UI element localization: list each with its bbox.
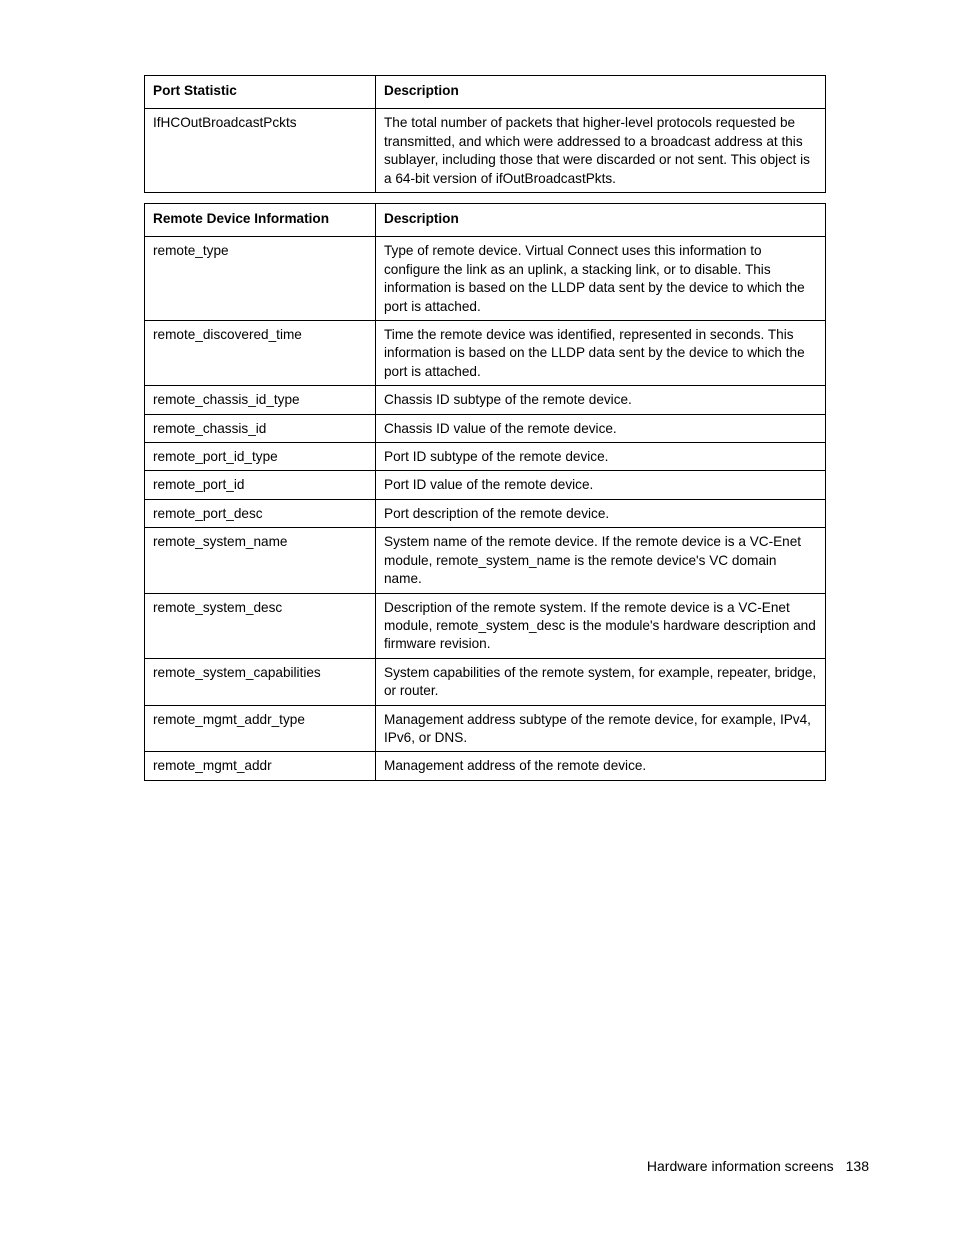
description-cell: Port ID value of the remote device. [376,471,826,499]
table-row [145,752,826,780]
description-cell: Management address subtype of the remote device, for example, IPv4, IPv6, or DNS. [376,705,826,752]
column-header: Description [376,204,826,237]
footer-section-title: Hardware information screens [646,1158,834,1174]
field-name-cell: remote_chassis_id_type [145,386,376,414]
table-row [145,658,826,705]
description-cell: Description of the remote system. If the remote device is a VC-Enet module, remote_system_desc is the module's hardware description and firmware revision. [376,593,826,658]
page-number: 138 [845,1158,869,1174]
table-row [145,109,826,193]
description-cell: Port description of the remote device. [376,499,826,527]
description-cell: Management address of the remote device. [376,752,826,780]
table-row [145,321,826,386]
table-row [145,528,826,593]
field-name-cell: remote_port_desc [145,499,376,527]
remote-device-information-table [144,203,826,781]
table-row [145,471,826,499]
description-cell: Time the remote device was identified, represented in seconds. This information is based on the LLDP data sent by the device to which the port is attached. [376,321,826,386]
field-name-cell: remote_system_desc [145,593,376,658]
description-cell: System capabilities of the remote system, for example, repeater, bridge, or router. [376,658,826,705]
table-row [145,705,826,752]
field-name-cell: remote_system_name [145,528,376,593]
table-row [145,386,826,414]
table-header-row [145,204,826,237]
field-name-cell: remote_discovered_time [145,321,376,386]
description-cell: Type of remote device. Virtual Connect uses this information to configure the link as an uplink, a stacking link, or to disable. This information is based on the LLDP data sent by the device to which the port is attached. [376,237,826,321]
description-cell: The total number of packets that higher-level protocols requested be transmitted, and which were addressed to a broadcast address at this sublayer, including those that were discarded or not sent. This object is a 64-bit version of ifOutBroadcastPkts. [376,109,826,193]
description-cell: Chassis ID subtype of the remote device. [376,386,826,414]
table-row [145,443,826,471]
column-header: Port Statistic [145,76,376,109]
column-header: Description [376,76,826,109]
description-cell: Port ID subtype of the remote device. [376,443,826,471]
table-row [145,237,826,321]
field-name-cell: remote_type [145,237,376,321]
field-name-cell: remote_port_id [145,471,376,499]
column-header: Remote Device Information [145,204,376,237]
table-row [145,593,826,658]
description-cell: Chassis ID value of the remote device. [376,414,826,442]
field-name-cell: remote_mgmt_addr [145,752,376,780]
field-name-cell: remote_chassis_id [145,414,376,442]
table-row [145,414,826,442]
statistic-name-cell: IfHCOutBroadcastPckts [145,109,376,193]
port-statistic-table [144,75,826,193]
field-name-cell: remote_system_capabilities [145,658,376,705]
field-name-cell: remote_mgmt_addr_type [145,705,376,752]
description-cell: System name of the remote device. If the remote device is a VC-Enet module, remote_system_name is the remote device's VC domain name. [376,528,826,593]
field-name-cell: remote_port_id_type [145,443,376,471]
table-row [145,499,826,527]
page-footer [647,1158,869,1174]
table-header-row [145,76,826,109]
